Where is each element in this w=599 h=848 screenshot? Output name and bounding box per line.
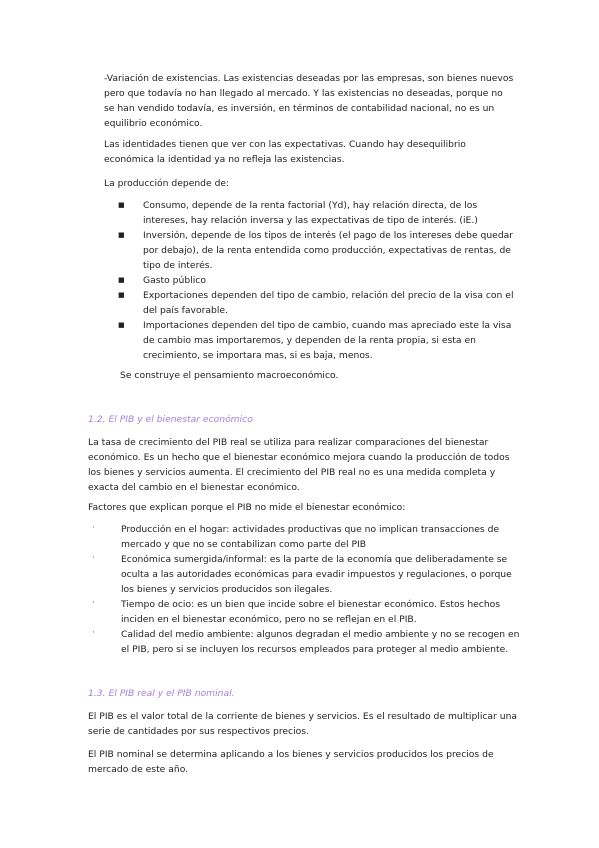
dot-bullet-icon: · — [92, 523, 95, 533]
factores-list — [92, 522, 520, 657]
list-item: · Calidad del medio ambiente: algunos degradan el medio ambiente y no se recogen en el PIB, pero si se incluyen los recursos empleados para proteger al medio ambiente. — [92, 628, 520, 655]
square-bullet-icon: ■ — [118, 231, 125, 239]
paragraph-factores-lead: Factores que explican porque el PIB no mide el bienestar económico: — [88, 502, 406, 513]
list-item: · Tiempo de ocio: es un bien que incide sobre el bienestar económico. Estos hechos inciden en el bienestar económico, pero no se reflejan en el PIB. — [92, 598, 501, 625]
square-bullet-icon: ■ — [118, 291, 125, 299]
paragraph-identidades: Las identidades tienen que ver con las expectativas. Cuando hay desequilibrio económica la identidad ya no refleja las existencias. — [104, 139, 466, 165]
paragraph-pib-valor: El PIB es el valor total de la corriente de bienes y servicios. Es el resultado de multiplicar una serie de cantidades por sus respectivos precios. — [88, 711, 518, 737]
paragraph-existencias: -Variación de existencias. Las existencias deseadas por las empresas, son bienes nuevos pero que todavía no han llegado al mercado. Y las existencias no deseadas, porque no se han vendido todavía, es inversión, en términos de contabilidad nacional, no es un equilibrio económico. — [104, 73, 514, 129]
square-bullet-icon: ■ — [118, 201, 125, 209]
paragraph-pib-nominal: El PIB nominal se determina aplicando a los bienes y servicios producidos los precios de mercado de este año. — [88, 749, 494, 775]
dot-bullet-icon: · — [92, 628, 95, 638]
list-item: ■ Consumo, depende de la renta factorial (Yd), hay relación directa, de los intereses, hay relación inversa y las expectativas de tipo de interés. (iE.) — [118, 200, 478, 226]
paragraph-produccion-lead: La producción depende de: — [104, 178, 230, 189]
paragraph-closing: Se construye el pensamiento macroeconómico. — [120, 370, 339, 381]
dot-bullet-icon: · — [92, 553, 95, 563]
list-item: · Económica sumergida/informal: es la parte de la economía que deliberadamente se oculta a las autoridades económicas para evadir impuestos y regulaciones, o porque los bienes y servicios producidos son ilegales. — [92, 553, 512, 595]
list-item: ■ Importaciones dependen del tipo de cambio, cuando mas apreciado este la visa de cambio mas importaremos, y dependen de la renta propia, si esta en crecimiento, se importara mas, si es baja, menos. — [118, 320, 512, 361]
section-heading-1-2: 1.2. El PIB y el bienestar económico — [88, 414, 253, 425]
list-item: ■ Inversión, depende de los tipos de interés (el pago de los intereses debe quedar por debajo), de la renta entendida como producción, expectativas de rentas, de tipo de interés. — [118, 230, 514, 271]
square-bullet-icon: ■ — [118, 276, 125, 284]
dot-bullet-icon: · — [92, 598, 95, 608]
paragraph-tasa-crecimiento: La tasa de crecimiento del PIB real se utiliza para realizar comparaciones del bienestar económico. Es un hecho que el bienestar económico mejora cuando la producción de todos los bienes y servicios aumenta. El crecimiento del PIB real no es una medida completa y exacta del cambio en el bienestar económico. — [88, 437, 510, 493]
square-bullet-icon: ■ — [118, 321, 125, 329]
list-item: ■ Exportaciones dependen del tipo de cambio, relación del precio de la visa con el del país favorable. — [118, 290, 514, 316]
produccion-list — [118, 198, 518, 363]
list-item: · Producción en el hogar: actividades productivas que no implican transacciones de mercado y que no se contabilizan como parte del PIB — [92, 523, 500, 550]
section-heading-1-3: 1.3. El PIB real y el PIB nominal. — [88, 688, 235, 699]
list-item: ■ Gasto público — [118, 275, 206, 286]
